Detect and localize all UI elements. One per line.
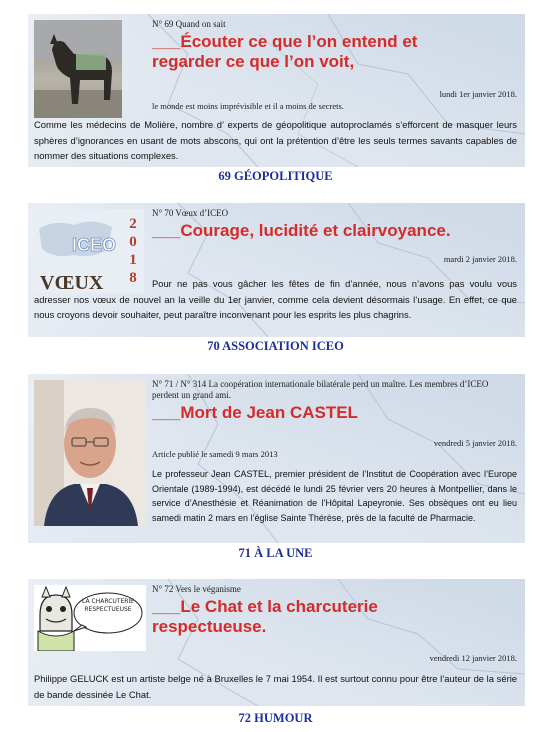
article-body: Comme les médecins de Molière, nombre d’ experts de géopolitique autoproclamés s’efforcent de masquer leurs sphères d’ignorances en usant de mots abscons, qui ont la prétention d’être les seuls termes savants capables de nommer des situations complexes.	[34, 119, 517, 161]
article-lead: Article publié le samedi 9 mars 2013	[152, 449, 278, 459]
article-date: lundi 1er janvier 2018.	[439, 89, 517, 99]
article-card-71[interactable]	[28, 374, 525, 543]
article-body: Le professeur Jean CASTEL, premier président de l’Institut de Coopération avec l’Europe Orientale (1989-1994), est décédé le lundi 25 février vers 20 heures à Montpellier, dans le service d’Anesthésie et Réanimation de l’Hôpital Lapeyronie. Ses obsèques ont eu lieu samedi matin 2 mars en l’église Sainte Thérèse, près de la faculté de Pharmacie.	[152, 469, 517, 524]
portrait-photo	[34, 380, 146, 526]
donkey-photo	[34, 20, 122, 118]
cartoon-speech-text: LA CHARCUTERIE RESPECTUEUSE	[82, 598, 134, 613]
article-date: vendredi 12 janvier 2018.	[429, 653, 517, 663]
article-caption[interactable]: 71 À LA UNE	[238, 546, 313, 560]
article-meta: N° 69 Quand on sait	[152, 19, 226, 29]
article-card-70[interactable]	[28, 203, 525, 337]
article-card-72[interactable]	[28, 579, 525, 706]
article-caption[interactable]: 70 ASSOCIATION ICEO	[207, 339, 344, 353]
article-body: Philippe GELUCK est un artiste belge né à Bruxelles le 7 mai 1954. Il est surtout connu pour être l’auteur de la série de bande dessinée Le Chat.	[34, 673, 517, 700]
article-headline[interactable]: ___Courage, lucidité et clairvoyance.	[152, 221, 451, 240]
article-meta: N° 72 Vers le véganisme	[152, 584, 241, 594]
article-card-69[interactable]	[28, 14, 525, 167]
article-lead: le monde est moins imprévisible et il a moins de secrets.	[152, 101, 344, 111]
article-meta: N° 70 Vœux d’ICEO	[152, 208, 229, 218]
article-caption[interactable]: 72 HUMOUR	[238, 711, 313, 725]
article-body: Pour ne pas vous gâcher les fêtes de fin d’année, nous n’avons pas voulu vous adresser nos vœux de nouvel an la veille du 1er janvier, comme cela devient désormais l’usage. En effet, ce que nous croyons devoir souhaiter, peut paraître inconvenant pour les esprits les plus chagrins.	[34, 278, 517, 320]
article-headline[interactable]: ___Mort de Jean CASTEL	[152, 403, 358, 422]
article-headline[interactable]: ___Écouter ce que l’on entend et regarder ce que l’on voit,	[152, 32, 418, 71]
article-caption[interactable]: 69 GÉOPOLITIQUE	[218, 169, 333, 183]
le-chat-cartoon	[34, 585, 146, 651]
voeux-text: VŒUX	[40, 272, 104, 293]
article-meta: N° 71 / N° 314 La coopération internationale bilatérale perd un maître. Les membres d’ICEO perdent un grand ami.	[152, 379, 489, 400]
article-headline[interactable]: ___Le Chat et la charcuterie respectueuse.	[152, 597, 378, 636]
iceo-logo-text: ICEO	[72, 235, 117, 255]
article-date: vendredi 5 janvier 2018.	[433, 438, 517, 448]
year-vertical: 2018	[129, 216, 137, 286]
article-date: mardi 2 janvier 2018.	[443, 254, 517, 264]
